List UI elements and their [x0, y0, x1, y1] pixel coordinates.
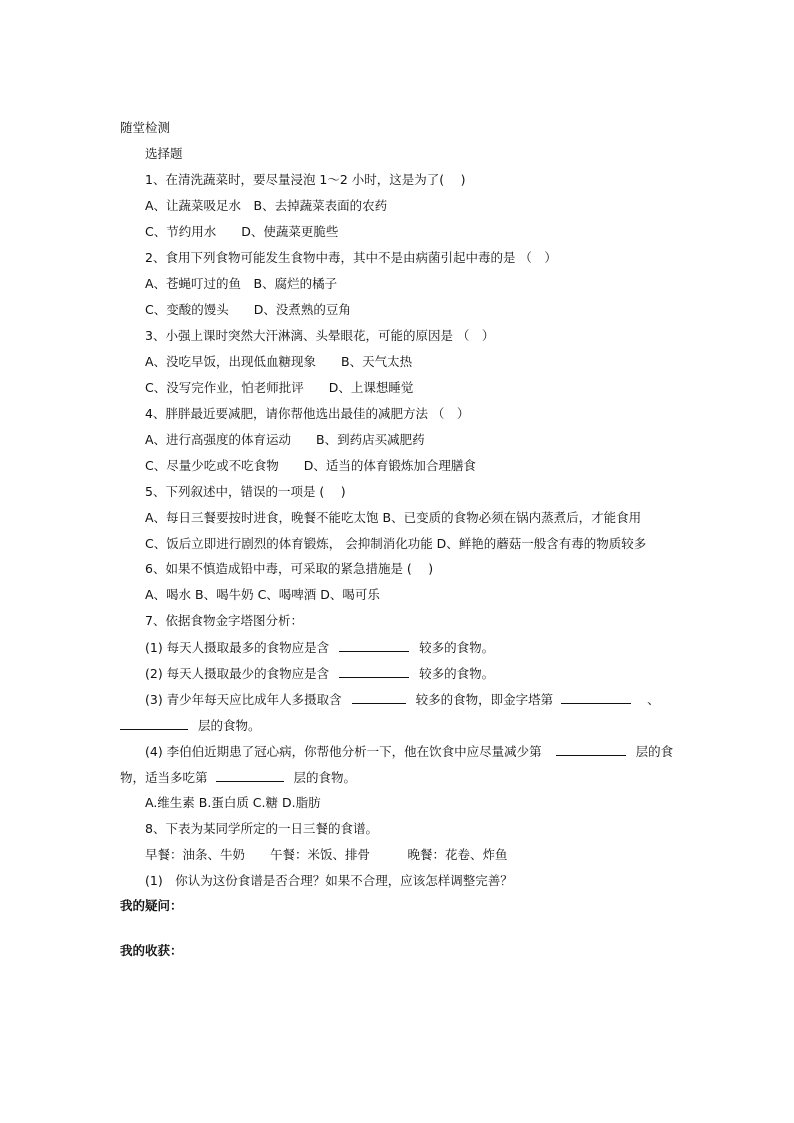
question-7-part-4: [145, 743, 673, 760]
question-7-part-3-cont: [120, 717, 261, 734]
section-title: 随堂检测: [120, 120, 171, 135]
question-2-options-cd: C、变酸的馒头 D、没煮熟的豆角: [145, 302, 351, 317]
answer-blank[interactable]: [352, 691, 406, 704]
gain-label: 我的收获：: [120, 943, 183, 958]
question-4-options-cd: C、尽量少吃或不吃食物 D、适当的体育锻炼加合理膳食: [145, 458, 476, 473]
q7-2-text: (2) 每天人摄取最少的食物应是含: [145, 666, 330, 681]
question-4: 4、胖胖最近要减肥，请你帮他选出最佳的减肥方法 （ ）: [145, 406, 470, 421]
question-8-part-1: (1) 你认为这份食谱是否合理？如果不合理，应该怎样调整完善？: [145, 873, 513, 888]
answer-blank[interactable]: [339, 639, 409, 652]
question-1: 1、在清洗蔬菜时，要尽量浸泡 1～2 小时，这是为了( ): [145, 172, 466, 187]
question-3-options-cd: C、没写完作业，怕老师批评 D、上课想睡觉: [145, 380, 414, 395]
question-7-part-1: [145, 639, 494, 656]
q7-1-text: (1) 每天人摄取最多的食物应是含: [145, 640, 330, 655]
answer-blank[interactable]: [556, 743, 626, 756]
q7-4-cont-tail: 层的食物。: [293, 770, 356, 785]
q7-3-tail: 层的食物。: [197, 718, 261, 733]
q7-4-cont-text: 物，适当多吃第: [120, 770, 208, 785]
q7-4-tail: 层的食: [635, 744, 674, 759]
question-4-options-ab: A、进行高强度的体育运动 B、到药店买减肥药: [145, 432, 425, 447]
doubt-label: 我的疑问：: [120, 898, 183, 913]
question-1-options-cd: C、节约用水 D、使蔬菜更脆些: [145, 224, 339, 239]
question-5-options-cd: C、饭后立即进行剧烈的体育锻炼， 会抑制消化功能 D、鲜艳的蘑菇一般含有毒的物质较多: [145, 536, 647, 551]
q7-2-tail: 较多的食物。: [419, 666, 495, 681]
subtitle: 选择题: [145, 146, 183, 161]
question-6-options: A、喝水 B、喝牛奶 C、喝啤酒 D、喝可乐: [145, 587, 380, 602]
q7-4-text: (4) 李伯伯近期患了冠心病，你帮他分析一下，他在饮食中应尽量减少第: [145, 744, 542, 759]
question-7-options: A.维生素 B.蛋白质 C.糖 D.脂肪: [145, 795, 321, 810]
question-8-menu: 早餐：油条、牛奶 午餐：米饭、排骨 晚餐：花卷、炸鱼: [145, 847, 508, 862]
answer-blank[interactable]: [339, 665, 409, 678]
question-7-part-3: [145, 691, 660, 708]
answer-blank[interactable]: [216, 769, 284, 782]
question-6: 6、如果不慎造成铅中毒，可采取的紧急措施是 ( ): [145, 561, 434, 576]
q7-3-sep: 、: [647, 692, 660, 707]
question-1-options-ab: A、让蔬菜吸足水 B、去掉蔬菜表面的农药: [145, 198, 388, 213]
question-5-options-ab: A、每日三餐要按时进食，晚餐不能吃太饱 B、已变质的食物必须在锅内蒸煮后，才能食用: [145, 510, 642, 525]
question-7-part-4-cont: [120, 769, 356, 786]
q7-3-text: (3) 青少年每天应比成年人多摄取含: [145, 692, 342, 707]
question-2: 2、食用下列食物可能发生食物中毒，其中不是由病菌引起中毒的是 （ ）: [145, 250, 557, 265]
question-5: 5、下列叙述中，错误的一项是 ( ): [145, 484, 346, 499]
q7-3-mid: 较多的食物，即金字塔第: [415, 692, 554, 707]
question-7: 7、依据食物金字塔图分析：: [145, 613, 303, 628]
question-3-options-ab: A、没吃早饭，出现低血糖现象 B、天气太热: [145, 354, 413, 369]
answer-blank[interactable]: [120, 717, 188, 730]
question-3: 3、小强上课时突然大汗淋漓、头晕眼花，可能的原因是 （ ）: [145, 328, 495, 343]
answer-blank[interactable]: [561, 691, 631, 704]
q7-1-tail: 较多的食物。: [419, 640, 495, 655]
question-8: 8、下表为某同学所定的一日三餐的食谱。: [145, 821, 378, 836]
question-7-part-2: [145, 665, 494, 682]
question-2-options-ab: A、苍蝇叮过的鱼 B、腐烂的橘子: [145, 276, 338, 291]
